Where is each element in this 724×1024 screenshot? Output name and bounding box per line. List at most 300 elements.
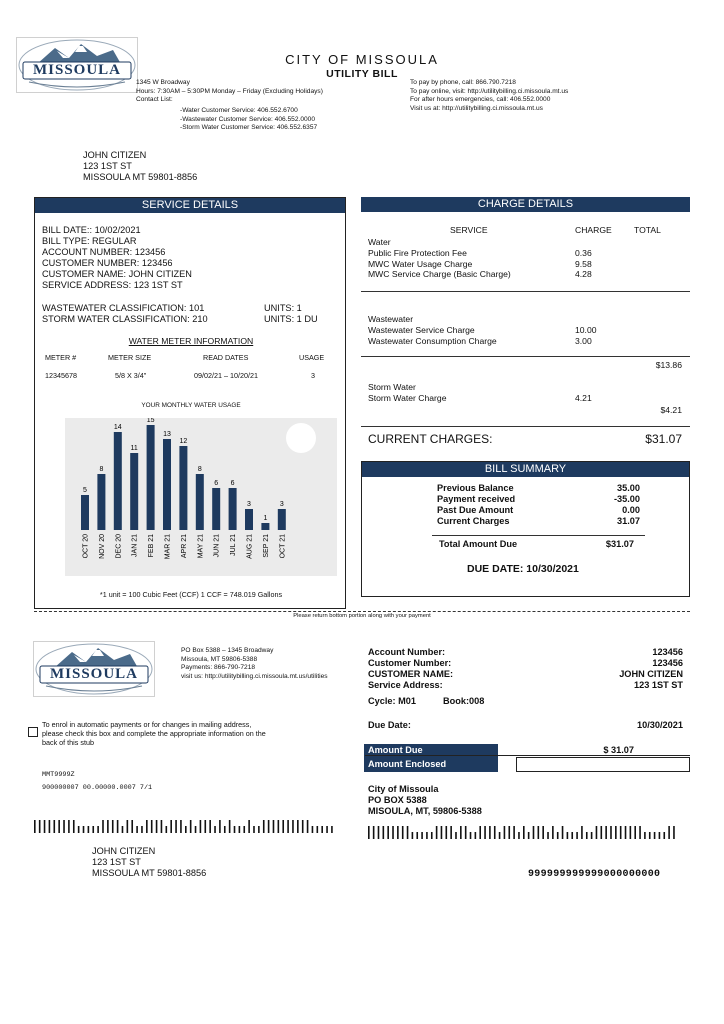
visit-url: Visit us at: http://utilitybilling.ci.missoula.mt.us [410, 104, 543, 112]
usage-month-label: MAR 21 [164, 534, 172, 560]
autopay-text [42, 720, 332, 748]
bill-date: BILL DATE:: 10/02/2021 [42, 225, 141, 235]
stub-account-value: 123 1ST ST [633, 680, 683, 690]
pay-online: To pay online, visit: http://utilitybilling.ci.missoula.mt.us [410, 87, 569, 95]
scanline: 999999999999000000000 [528, 869, 661, 880]
usage-bar-label: 11 [130, 445, 138, 452]
barcode-bar [92, 826, 94, 833]
bill-summary-title: BILL SUMMARY [362, 462, 689, 477]
summary-label: Past Due Amount [437, 505, 514, 515]
barcode-bar [97, 826, 99, 833]
barcode-bar [426, 832, 428, 839]
stub-account-value: JOHN CITIZEN [619, 669, 683, 679]
barcode-bar [146, 820, 148, 833]
barcode-bar [268, 820, 270, 833]
wastewater-item-charge: 10.00 [575, 325, 597, 335]
barcode-bar [243, 826, 245, 833]
barcode-bar [131, 820, 133, 833]
barcode-bar [383, 826, 385, 839]
charge-header-charge: CHARGE [575, 225, 612, 235]
wastewater-units: UNITS: 1 [264, 303, 302, 313]
barcode-bar [73, 820, 75, 833]
barcode-bar [586, 832, 588, 839]
customer-name: JOHN CITIZEN [83, 150, 147, 160]
remit-po-box: PO BOX 5388 [368, 795, 427, 805]
customer-city: MISSOULA MT 59801-8856 [83, 172, 198, 182]
barcode-bar [484, 826, 486, 839]
usage-bar [196, 474, 204, 530]
stormwater-section-label: Storm Water [368, 382, 416, 392]
bill-summary-panel [361, 461, 690, 597]
meter-number: 12345678 [45, 371, 77, 380]
wastewater-items [368, 325, 568, 346]
return-note: Please return bottom portion along with your payment [293, 613, 431, 619]
barcode-bar [234, 826, 236, 833]
divider [361, 291, 690, 292]
barcode-bar [571, 832, 573, 839]
barcode-bar [195, 826, 197, 833]
summary-values [560, 483, 640, 527]
usage-bar-label: 3 [247, 501, 251, 508]
barcode-bar [292, 820, 294, 833]
barcode-bar [387, 826, 389, 839]
wastewater-classification: WASTEWATER CLASSIFICATION: 101 [42, 303, 205, 313]
contact-list-label: Contact List: [136, 96, 173, 104]
usage-bar [97, 474, 105, 530]
barcode-bar [659, 832, 661, 839]
barcode-bar [185, 826, 187, 833]
customer-number: CUSTOMER NUMBER: 123456 [42, 258, 173, 268]
barcode-bar [455, 832, 457, 839]
usage-bar-label: 1 [263, 515, 268, 522]
usage-bar-label: 6 [214, 480, 219, 487]
usage-month-label: OCT 20 [82, 534, 90, 559]
barcode-bar [596, 826, 598, 839]
tear-line [34, 611, 690, 612]
usage-bar [278, 509, 286, 530]
pay-info [410, 79, 650, 113]
barcode-bar [312, 826, 314, 833]
usage-month-label: MAY 21 [197, 534, 205, 559]
stormwater-item-name: Storm Water Charge [368, 393, 447, 403]
barcode-bar [644, 832, 646, 839]
mailing-city: MISSOULA MT 59801-8856 [92, 868, 207, 878]
barcode-bar [122, 826, 124, 833]
barcode-bar [610, 826, 612, 839]
barcode-bar [533, 826, 535, 839]
usage-bar-label: 5 [83, 487, 87, 494]
wastewater-section-label: Wastewater [368, 314, 414, 324]
barcode-bar [605, 826, 607, 839]
meter-info-title: WATER METER INFORMATION [128, 336, 254, 346]
stub-city-logo [33, 641, 155, 697]
usage-bar-label: 3 [279, 501, 284, 508]
barcode-bar [431, 832, 433, 839]
customer-street: 123 1ST ST [83, 161, 132, 171]
stub-code-2: 900000007 00.00000.0007 7/1 [42, 784, 153, 792]
barcode-bar [479, 826, 481, 839]
contact-list [180, 107, 380, 133]
stub-payments-phone: Payments: 866-790-7218 [181, 664, 256, 672]
barcode-bar [663, 832, 665, 839]
remit-city: MISOULA, MT, 59806-5388 [368, 806, 482, 816]
barcode-bar [499, 832, 501, 839]
postal-barcode [34, 818, 336, 834]
usage-bar [179, 446, 187, 530]
barcode-bar [141, 826, 143, 833]
summary-labels [437, 483, 515, 527]
barcode-bar [581, 826, 583, 839]
summary-value: 35.00 [617, 483, 640, 493]
stormwater-total: $4.21 [660, 405, 682, 415]
stub-code-1: MMT9999Z [42, 771, 75, 779]
barcode-bar [460, 826, 462, 839]
meter-read-dates: 09/02/21 – 10/20/21 [194, 371, 258, 380]
usage-bar-label: 6 [230, 480, 235, 487]
barcode-bar [39, 820, 41, 833]
stub-address [181, 647, 371, 681]
barcode-bar [53, 820, 55, 833]
due-date: DUE DATE: 10/30/2021 [467, 563, 579, 575]
stub-account-value: 123456 [652, 647, 683, 657]
barcode-bar [44, 820, 46, 833]
wastewater-item-name: Wastewater Service Charge [368, 325, 475, 335]
barcode-bar [273, 820, 275, 833]
chart-decoration [286, 423, 316, 453]
bill-type-title: UTILITY BILL [326, 68, 398, 80]
barcode-bar [446, 826, 448, 839]
service-details-panel [34, 197, 346, 609]
barcode-bar [102, 820, 104, 833]
barcode-bar [200, 820, 202, 833]
barcode-bar [156, 820, 158, 833]
barcode-bar [615, 826, 617, 839]
chart-title: YOUR MONTHLY WATER USAGE [141, 402, 241, 409]
barcode-bar [204, 820, 206, 833]
barcode-bar [127, 820, 129, 833]
barcode-bar [673, 826, 675, 839]
usage-month-label: SEP 21 [262, 534, 270, 558]
summary-label: Payment received [437, 494, 516, 504]
amount-divider [365, 755, 690, 756]
stub-cycle: Cycle: M01 [368, 696, 417, 706]
wastewater-total: $13.86 [655, 360, 682, 370]
autopay-text-line: To enrol in automatic payments or for changes in mailing address, [42, 720, 252, 729]
barcode-bar [601, 826, 603, 839]
total-amount-due-value: $31.07 [605, 539, 634, 549]
barcode-bar [297, 820, 299, 833]
barcode-bar [58, 820, 60, 833]
meter-header-number: METER # [45, 353, 77, 362]
usage-bar [81, 495, 89, 530]
barcode-bar [475, 832, 477, 839]
usage-bar-label: 8 [99, 466, 104, 473]
city-name: CITY OF MISSOULA [285, 52, 439, 67]
barcode-bar [378, 826, 380, 839]
barcode-bar [63, 820, 65, 833]
barcode-bar [513, 826, 515, 839]
usage-bar-label: 14 [113, 424, 122, 431]
account-number: ACCOUNT NUMBER: 123456 [42, 247, 166, 257]
bill-type: BILL TYPE: REGULAR [42, 236, 137, 246]
meter-header-usage: USAGE [299, 353, 325, 362]
charge-header-total: TOTAL [634, 225, 661, 235]
stub-account-label: Service Address: [368, 680, 443, 690]
barcode-bar [166, 826, 168, 833]
barcode-bar [576, 832, 578, 839]
barcode-bar [161, 820, 163, 833]
barcode-bar [518, 832, 520, 839]
barcode-bar [591, 832, 593, 839]
wastewater-item-charge: 3.00 [575, 335, 592, 346]
remit-name: City of Missoula [368, 784, 439, 794]
barcode-bar [258, 826, 260, 833]
wastewater-item-charges [575, 325, 597, 346]
barcode-bar [49, 820, 51, 833]
amount-due-value: $ 31.07 [603, 745, 634, 755]
meter-size: 5/8 X 3/4" [115, 371, 147, 380]
stub-account-value: 123456 [652, 658, 683, 668]
barcode-bar [441, 826, 443, 839]
barcode-bar [634, 826, 636, 839]
barcode-bar [180, 820, 182, 833]
barcode-bar [412, 832, 414, 839]
barcode-bar [392, 826, 394, 839]
customer-address [83, 150, 197, 183]
barcode-bar [523, 826, 525, 839]
barcode-bar [542, 826, 544, 839]
amount-enclosed-field[interactable] [516, 757, 690, 772]
office-info [136, 79, 376, 105]
water-section-label: Water [368, 237, 391, 247]
usage-month-label: APR 21 [180, 534, 188, 559]
barcode-bar [219, 820, 221, 833]
usage-bar [147, 425, 155, 530]
stub-due-date-label: Due Date: [368, 720, 411, 730]
usage-bar [261, 523, 269, 530]
meter-header-size: METER SIZE [108, 353, 152, 362]
usage-bar-label: 13 [163, 431, 171, 438]
usage-month-label: JUL 21 [230, 534, 238, 556]
stub-due-date-value: 10/30/2021 [637, 720, 683, 730]
current-charges-value: $31.07 [645, 432, 682, 446]
usage-month-label: NOV 20 [98, 534, 106, 559]
usage-month-label: JAN 21 [131, 534, 139, 557]
usage-bar-label: 12 [179, 438, 188, 445]
stub-account-label: Account Number: [368, 647, 446, 657]
contact-water: -Water Customer Service: 406.552.6700 [180, 107, 298, 114]
barcode-bar [654, 832, 656, 839]
usage-bar [212, 488, 220, 530]
barcode-bar [170, 820, 172, 833]
office-address: 1345 W Broadway [136, 79, 190, 86]
remit-address [368, 784, 482, 817]
barcode-bar [287, 820, 289, 833]
mailing-name: JOHN CITIZEN [92, 846, 156, 856]
water-item-name: MWC Water Usage Charge [368, 258, 473, 269]
usage-month-label: AUG 21 [246, 534, 254, 559]
usage-month-label: DEC 20 [115, 534, 123, 559]
unit-footnote: *1 unit = 100 Cubic Feet (CCF) 1 CCF = 748.019 Gallons [99, 590, 283, 599]
barcode-bar [302, 820, 304, 833]
summary-label: Current Charges [437, 516, 510, 526]
barcode-bar [528, 832, 530, 839]
barcode-bar [239, 826, 241, 833]
service-details-title: SERVICE DETAILS [35, 198, 345, 213]
mailing-street: 123 1ST ST [92, 857, 141, 867]
usage-bar [163, 439, 171, 530]
stormwater-item-charge: 4.21 [575, 393, 592, 403]
barcode-bar [34, 820, 36, 833]
barcode-bar [263, 820, 265, 833]
emergency-phone: For after hours emergencies, call: 406.552.0000 [410, 96, 551, 104]
barcode-bar [83, 826, 85, 833]
divider [432, 535, 645, 536]
barcode-bar [436, 826, 438, 839]
barcode-bar [470, 832, 472, 839]
barcode-bar [248, 820, 250, 833]
barcode-bar [282, 820, 284, 833]
logo-text: MISSOULA [32, 62, 122, 78]
stormwater-classification: STORM WATER CLASSIFICATION: 210 [42, 314, 208, 324]
charge-details-title: CHARGE DETAILS [361, 197, 690, 212]
usage-month-label: JUN 21 [213, 534, 221, 558]
barcode-bar [253, 826, 255, 833]
pay-phone: To pay by phone, call: 866.790.7218 [410, 79, 516, 86]
usage-bar [229, 488, 237, 530]
barcode-bar [547, 832, 549, 839]
barcode-bar [504, 826, 506, 839]
contact-stormwater: -Storm Water Customer Service: 406.552.6357 [180, 124, 318, 132]
stub-logo-text: MISSOULA [49, 666, 139, 682]
stub-account-label: Customer Number: [368, 658, 452, 668]
stub-visit-url: visit us: http://utilitybilling.ci.missoula.mt.us/utilities [181, 672, 328, 680]
remit-barcode [368, 824, 678, 840]
barcode-bar [373, 826, 375, 839]
customer-name-line: CUSTOMER NAME: JOHN CITIZEN [42, 269, 192, 279]
stub-account-label: CUSTOMER NAME: [368, 669, 454, 679]
autopay-text-line: back of this stub [42, 738, 94, 748]
water-items [368, 248, 568, 280]
summary-value: 0.00 [622, 505, 640, 515]
barcode-bar [620, 826, 622, 839]
barcode-bar [397, 826, 399, 839]
summary-value: -35.00 [613, 494, 640, 504]
barcode-bar [151, 820, 153, 833]
barcode-bar [552, 826, 554, 839]
barcode-bar [317, 826, 319, 833]
stub-account-labels [368, 647, 453, 691]
meter-usage: 3 [311, 371, 315, 380]
summary-value: 31.07 [617, 516, 640, 526]
usage-bar [114, 432, 122, 530]
barcode-bar [229, 820, 231, 833]
barcode-bar [538, 826, 540, 839]
barcode-bar [494, 826, 496, 839]
amount-enclosed-label: Amount Enclosed [368, 759, 447, 769]
barcode-bar [562, 826, 564, 839]
total-amount-due-label: Total Amount Due [439, 539, 518, 549]
water-item-name: MWC Service Charge (Basic Charge) [368, 269, 511, 280]
charge-header-service: SERVICE [450, 225, 488, 235]
barcode-bar [668, 826, 670, 839]
mailing-address [92, 846, 206, 879]
barcode-bar [508, 826, 510, 839]
barcode-bar [321, 826, 323, 833]
autopay-text-line: please check this box and complete the appropriate information on the [42, 729, 266, 739]
usage-bar-label: 15 [146, 418, 155, 424]
barcode-bar [88, 826, 90, 833]
water-item-charge: 0.36 [575, 248, 592, 258]
barcode-bar [407, 826, 409, 839]
barcode-bar [175, 820, 177, 833]
usage-month-label: FEB 21 [148, 534, 156, 558]
service-address: SERVICE ADDRESS: 123 1ST ST [42, 280, 183, 290]
barcode-bar [331, 826, 333, 833]
divider [361, 356, 690, 357]
barcode-bar [421, 832, 423, 839]
barcode-bar [630, 826, 632, 839]
water-item-charge: 9.58 [575, 258, 592, 269]
stub-city: Missoula, MT 59806-5388 [181, 655, 258, 663]
barcode-bar [214, 826, 216, 833]
water-item-charge: 4.28 [575, 269, 592, 280]
barcode-bar [278, 820, 280, 833]
bill-info [42, 225, 192, 291]
usage-bar [245, 509, 253, 530]
stub-book: Book:008 [443, 696, 485, 706]
usage-chart [65, 418, 337, 578]
barcode-bar [649, 832, 651, 839]
barcode-bar [78, 826, 80, 833]
barcode-bar [402, 826, 404, 839]
autopay-checkbox[interactable] [28, 727, 38, 737]
barcode-bar [107, 820, 109, 833]
barcode-bar [190, 820, 192, 833]
office-hours: Hours: 7:30AM – 5:30PM Monday – Friday (Excluding Holidays) [136, 87, 323, 95]
water-item-name: Public Fire Protection Fee [368, 248, 467, 258]
barcode-bar [639, 826, 641, 839]
usage-bar-label: 8 [197, 466, 202, 473]
barcode-bar [224, 826, 226, 833]
barcode-bar [368, 826, 370, 839]
barcode-bar [136, 826, 138, 833]
divider [361, 426, 690, 427]
summary-label: Previous Balance [437, 483, 514, 493]
barcode-bar [625, 826, 627, 839]
barcode-bar [326, 826, 328, 833]
barcode-bar [450, 826, 452, 839]
contact-wastewater: -Wastewater Customer Service: 406.552.0000 [180, 115, 315, 123]
meter-header-dates: READ DATES [203, 353, 249, 362]
stormwater-units: UNITS: 1 DU [264, 314, 318, 324]
amount-due-label: Amount Due [368, 745, 423, 755]
barcode-bar [112, 820, 114, 833]
barcode-bar [307, 820, 309, 833]
barcode-bar [489, 826, 491, 839]
usage-bar [130, 453, 138, 530]
stub-account-values [540, 647, 683, 691]
barcode-bar [68, 820, 70, 833]
water-item-charges [575, 248, 592, 280]
barcode-bar [416, 832, 418, 839]
wastewater-item-name: Wastewater Consumption Charge [368, 335, 497, 346]
barcode-bar [465, 826, 467, 839]
stub-po-box: PO Box 5388 – 1345 Broadway [181, 647, 274, 654]
usage-month-label: OCT 21 [279, 534, 287, 559]
barcode-bar [567, 832, 569, 839]
barcode-bar [557, 832, 559, 839]
